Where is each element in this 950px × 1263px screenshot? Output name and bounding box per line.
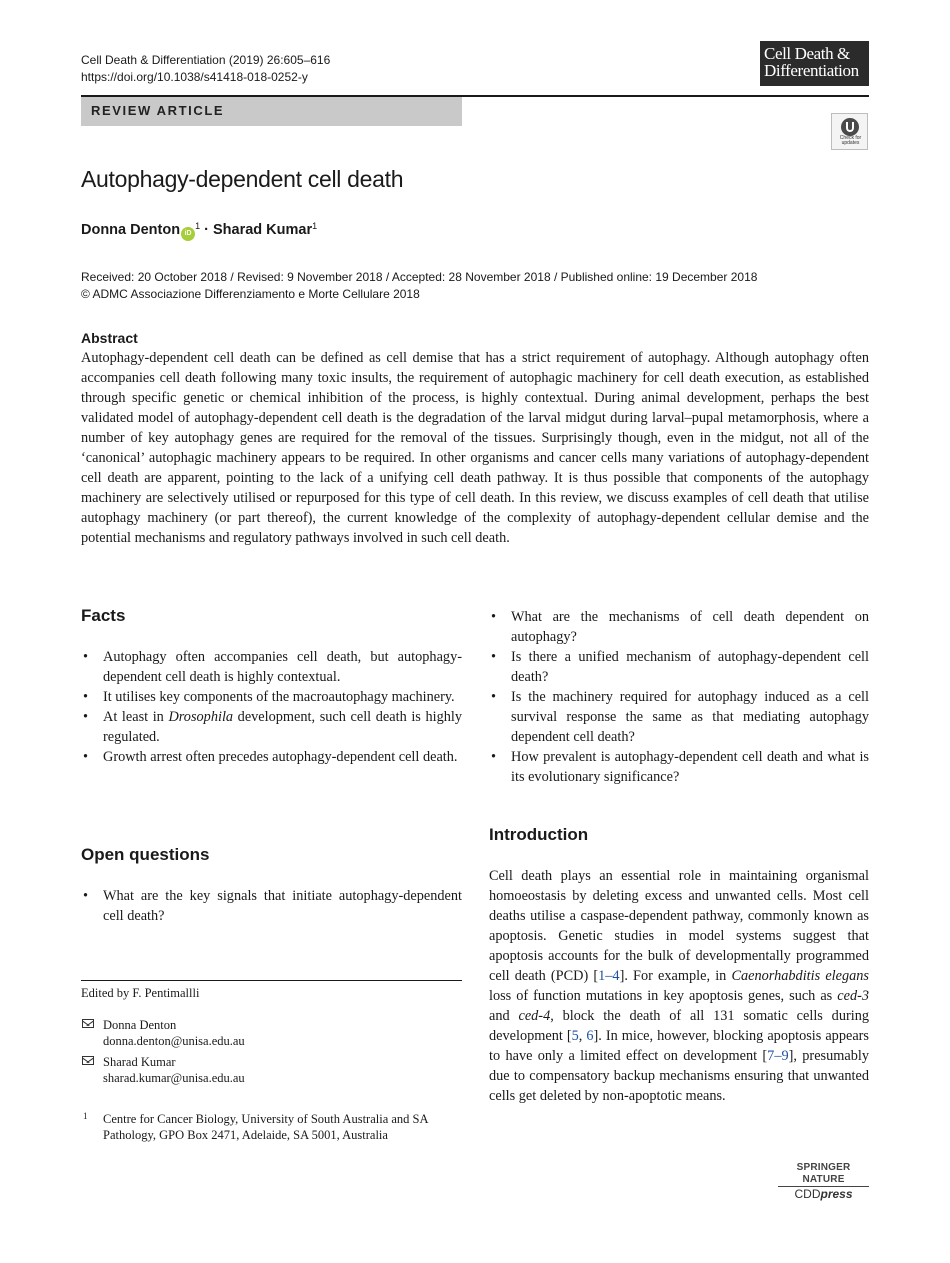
contact-email[interactable]: donna.denton@unisa.edu.au [103, 1034, 245, 1048]
open-questions-list-left [81, 886, 462, 926]
author-name[interactable]: Sharad Kumar [213, 222, 313, 238]
list-item: • What are the mechanisms of cell death dependent on autophagy? [489, 607, 869, 647]
body-text: ], presumably due to compensatory backup mechanisms ensuring that unwanted cells get deleted by non-apoptotic means. [489, 1048, 869, 1104]
envelope-icon [82, 1019, 94, 1028]
author-affiliation-mark: 1 [195, 221, 201, 231]
facts-heading: Facts [81, 606, 126, 625]
affiliation-text: Centre for Cancer Biology, University of South Australia and SA Pathology, GPO Box 2471, Adelaide, SA 5001, Australia [103, 1112, 428, 1142]
organism-name: Drosophila [168, 709, 234, 725]
article-type-banner [81, 97, 462, 126]
contact-name: Sharad Kumar [103, 1055, 176, 1069]
list-item: • What are the key signals that initiate autophagy-dependent cell death? [81, 886, 462, 926]
journal-citation-block [81, 52, 330, 86]
contact-block [81, 1054, 245, 1086]
list-item: • How prevalent is autophagy-dependent cell death and what is its evolutionary significance? [489, 747, 869, 787]
body-text: , block the death of all 131 somatic cells during development [ [489, 1008, 869, 1044]
list-item [81, 707, 462, 747]
author-name[interactable]: Donna Denton [81, 222, 181, 238]
author-list [81, 221, 317, 241]
orcid-icon[interactable]: iD [181, 227, 195, 241]
list-item-text: At least in [103, 709, 169, 725]
open-questions-list-right [489, 607, 869, 787]
list-item-text: development, such cell death is highly regulated. [103, 709, 463, 745]
organism-name: Caenorhabditis elegans [731, 968, 869, 984]
body-text: Cell death plays an essential role in maintaining organismal homoeostasis by deleting excess and unwanted cells. Most cell deaths utilise a caspase-dependent pathway, commonly known as apoptosis. Genetic studies in model systems suggest that apoptosis accounts for the bulk of developmentally programmed cell death (PCD) [ [489, 868, 869, 984]
check-updates-line2: updates [841, 140, 860, 146]
list-item: • Is there a unified mechanism of autophagy-dependent cell death? [489, 647, 869, 687]
publication-dates [81, 269, 757, 303]
article-title: Autophagy-dependent cell death [81, 166, 404, 192]
footnote-rule [81, 980, 462, 981]
citation-link[interactable]: 7–9 [767, 1048, 789, 1064]
facts-list [81, 647, 462, 767]
list-item: • Is the machinery required for autophagy induced as a cell survival response the same as that mediating autophagy dependent cell death? [489, 687, 869, 747]
body-text: ]. For example, in [619, 968, 732, 984]
publisher-name: SPRINGER NATURE [778, 1162, 869, 1187]
publisher-logo [778, 1162, 869, 1201]
gene-name: ced-3 [837, 988, 869, 1004]
journal-logo-line1: Cell Death & [764, 44, 850, 63]
contact-email[interactable]: sharad.kumar@unisa.edu.au [103, 1071, 245, 1085]
abstract-text: Autophagy-dependent cell death can be defined as cell demise that has a strict requirement of autophagy. Although autophagy often accompanies cell death following many toxic insults, the requirement of autophagic machinery for cell death execution, as established through specific genetic or chemical inhibition of the process, is highly contextual. During animal development, perhaps the best validated model of autophagy-dependent cell death is the degradation of the larval midgut during larval–pupal metamorphosis, where a number of key autophagy genes are required for the removal of the tissues. Surprisingly though, even in the midgut, not all of the ‘canonical’ autophagic machinery appears to be required. In other organisms and cancer cells many variations of autophagy-dependent cell death are apparent, pointing to the lack of a unifying cell death pathway. It is thus possible that components of the autophagy machinery are selectively utilised or repurposed for this type of cell death. In this review, we discuss examples of cell death that utilise autophagy machinery (or part thereof), the current knowledge of the complexity of autophagy-dependent cellular demise and the potential mechanisms and regulatory pathways involved in such cell death. [81, 350, 869, 546]
envelope-icon [82, 1056, 94, 1065]
affiliation-number: 1 [83, 1111, 88, 1121]
contact-block [81, 1017, 245, 1049]
contact-name: Donna Denton [103, 1018, 177, 1032]
doi-link[interactable]: https://doi.org/10.1038/s41418-018-0252-y [81, 70, 308, 84]
history-dates: Received: 20 October 2018 / Revised: 9 November 2018 / Accepted: 28 November 2018 / Published online: 19 December 2018 [81, 270, 758, 284]
article-type-label: REVIEW ARTICLE [91, 103, 225, 118]
edited-by: Edited by F. Pentimallli [81, 986, 200, 1000]
citation-link[interactable]: 1–4 [598, 968, 620, 984]
body-text: ]. In mice, however, blocking apoptosis appears to have only a limited effect on development [ [489, 1028, 869, 1064]
author-separator: · [204, 222, 209, 238]
body-text: and [489, 1008, 519, 1024]
check-updates-icon [841, 118, 859, 136]
journal-logo-line2: Differentiation [764, 61, 859, 80]
citation-link[interactable]: 5 [571, 1028, 579, 1044]
author-affiliation-mark: 1 [312, 221, 318, 231]
publisher-imprint [778, 1187, 869, 1201]
check-updates-line1: Check for [839, 135, 862, 141]
journal-citation: Cell Death & Differentiation (2019) 26:605–616 [81, 53, 331, 67]
open-questions-heading: Open questions [81, 845, 210, 864]
check-updates-text [832, 136, 869, 146]
imprint-part: CDD [794, 1187, 821, 1201]
gene-name: ced-4 [518, 1008, 551, 1024]
check-for-updates-badge[interactable] [831, 113, 868, 150]
copyright-line: © ADMC Associazione Differenziamento e Morte Cellulare 2018 [81, 287, 420, 301]
journal-logo [760, 41, 869, 86]
introduction-heading: Introduction [489, 825, 589, 844]
imprint-part: press [820, 1187, 853, 1201]
body-text: loss of function mutations in key apoptosis genes, such as [489, 988, 838, 1004]
body-text: , [578, 1028, 587, 1044]
citation-link[interactable]: 6 [586, 1028, 594, 1044]
list-item: • It utilises key components of the macroautophagy machinery. [81, 687, 462, 707]
list-item: • Autophagy often accompanies cell death, but autophagy-dependent cell death is highly contextual. [81, 647, 462, 687]
introduction-text [489, 866, 869, 1106]
abstract-heading: Abstract [81, 330, 138, 346]
list-item: • Growth arrest often precedes autophagy-dependent cell death. [81, 747, 462, 767]
